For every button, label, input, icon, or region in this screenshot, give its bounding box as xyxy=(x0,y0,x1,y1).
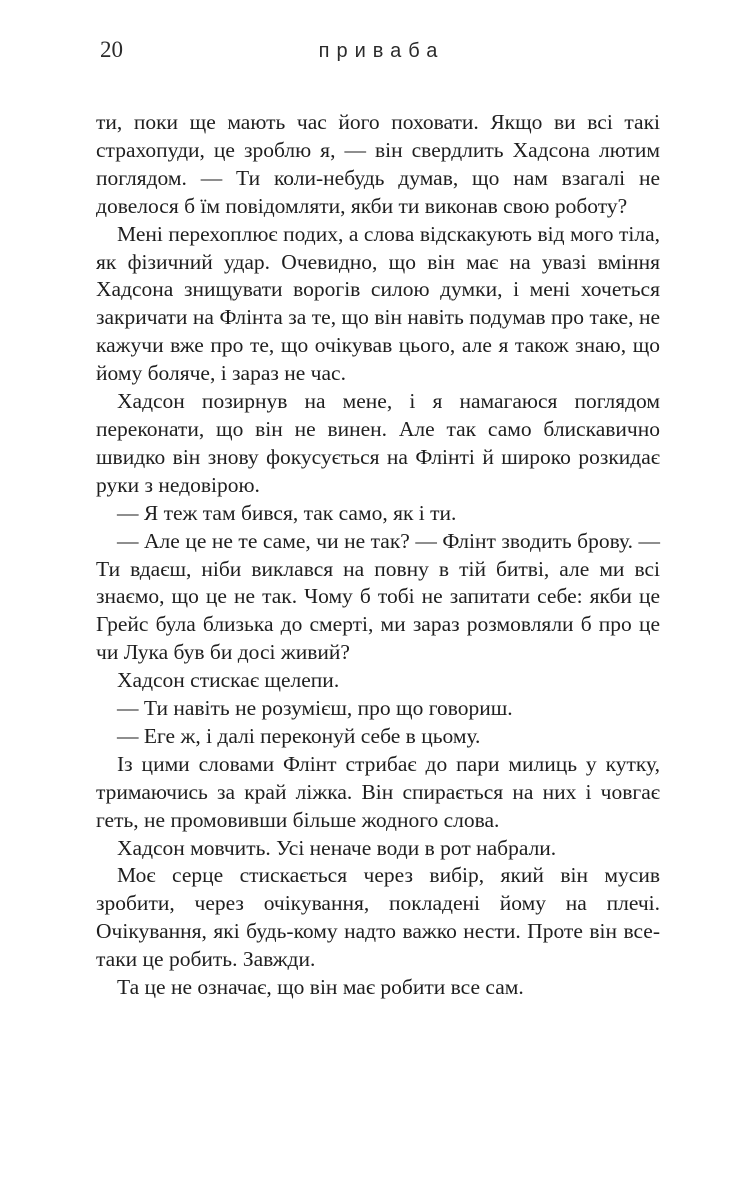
paragraph: ти, поки ще мають час його поховати. Якщо ви всі такі страхопуди, це зроблю я, — він свердлить Хадсона лютим поглядом. — Ти коли-небудь думав, що нам взагалі не довелося б їм повідомляти, якби ти виконав свою роботу? xyxy=(96,110,660,218)
paragraph: — Я теж там бився, так само, як і ти. xyxy=(117,500,457,525)
paragraph: Та це не означає, що він має робити все сам. xyxy=(117,975,524,1000)
paragraph: Хадсон стискає щелепи. xyxy=(117,668,340,693)
paragraph: — Ти навіть не розумієш, про що говориш. xyxy=(117,696,513,721)
page-number: 20 xyxy=(100,37,123,62)
paragraph: — Еге ж, і далі переконуй себе в цьому. xyxy=(117,723,481,748)
paragraph: — Але це не те саме, чи не так? — Флінт зводить брову. — Ти вдаєш, ніби виклався на повну в тій битві, але ми всі знаємо, що це не так. Чому б тобі не запитати себе: якби це Грейс була близька до смерті, ми зараз розмовляли б про це чи Лука був би досі живий? xyxy=(96,528,660,665)
running-title: приваба xyxy=(318,40,445,62)
paragraph: Хадсон позирнув на мене, і я намагаюся поглядом переконати, що він не винен. Але так само блискавично швидко він знову фокусується на Флінті й широко розкидає руки з недовірою. xyxy=(96,389,660,497)
paragraph: Хадсон мовчить. Усі неначе води в рот набрали. xyxy=(117,835,557,860)
page-header xyxy=(96,36,660,66)
paragraph: Моє серце стискається через вибір, який він мусив зробити, через очікування, покладені йому на плечі. Очікування, які будь-кому надто важко нести. Проте він все-таки це робить. Завжди. xyxy=(96,863,660,972)
paragraph: Мені перехоплює подих, а слова відскакують від мого тіла, як фізичний удар. Очевидно, що він має на увазі вміння Хадсона знищувати ворогів силою думки, і мені хочеться закричати на Флінта за те, що він навіть подумав про таке, не кажучи вже про те, що очікував цього, але я також знаю, що йому боляче, і зараз не час. xyxy=(96,221,660,386)
paragraph: Із цими словами Флінт стрибає до пари милиць у кутку, тримаючись за край ліжка. Він спирається на них і човгає геть, не промовивши більше жодного слова. xyxy=(96,751,660,832)
text-column xyxy=(96,109,660,1002)
